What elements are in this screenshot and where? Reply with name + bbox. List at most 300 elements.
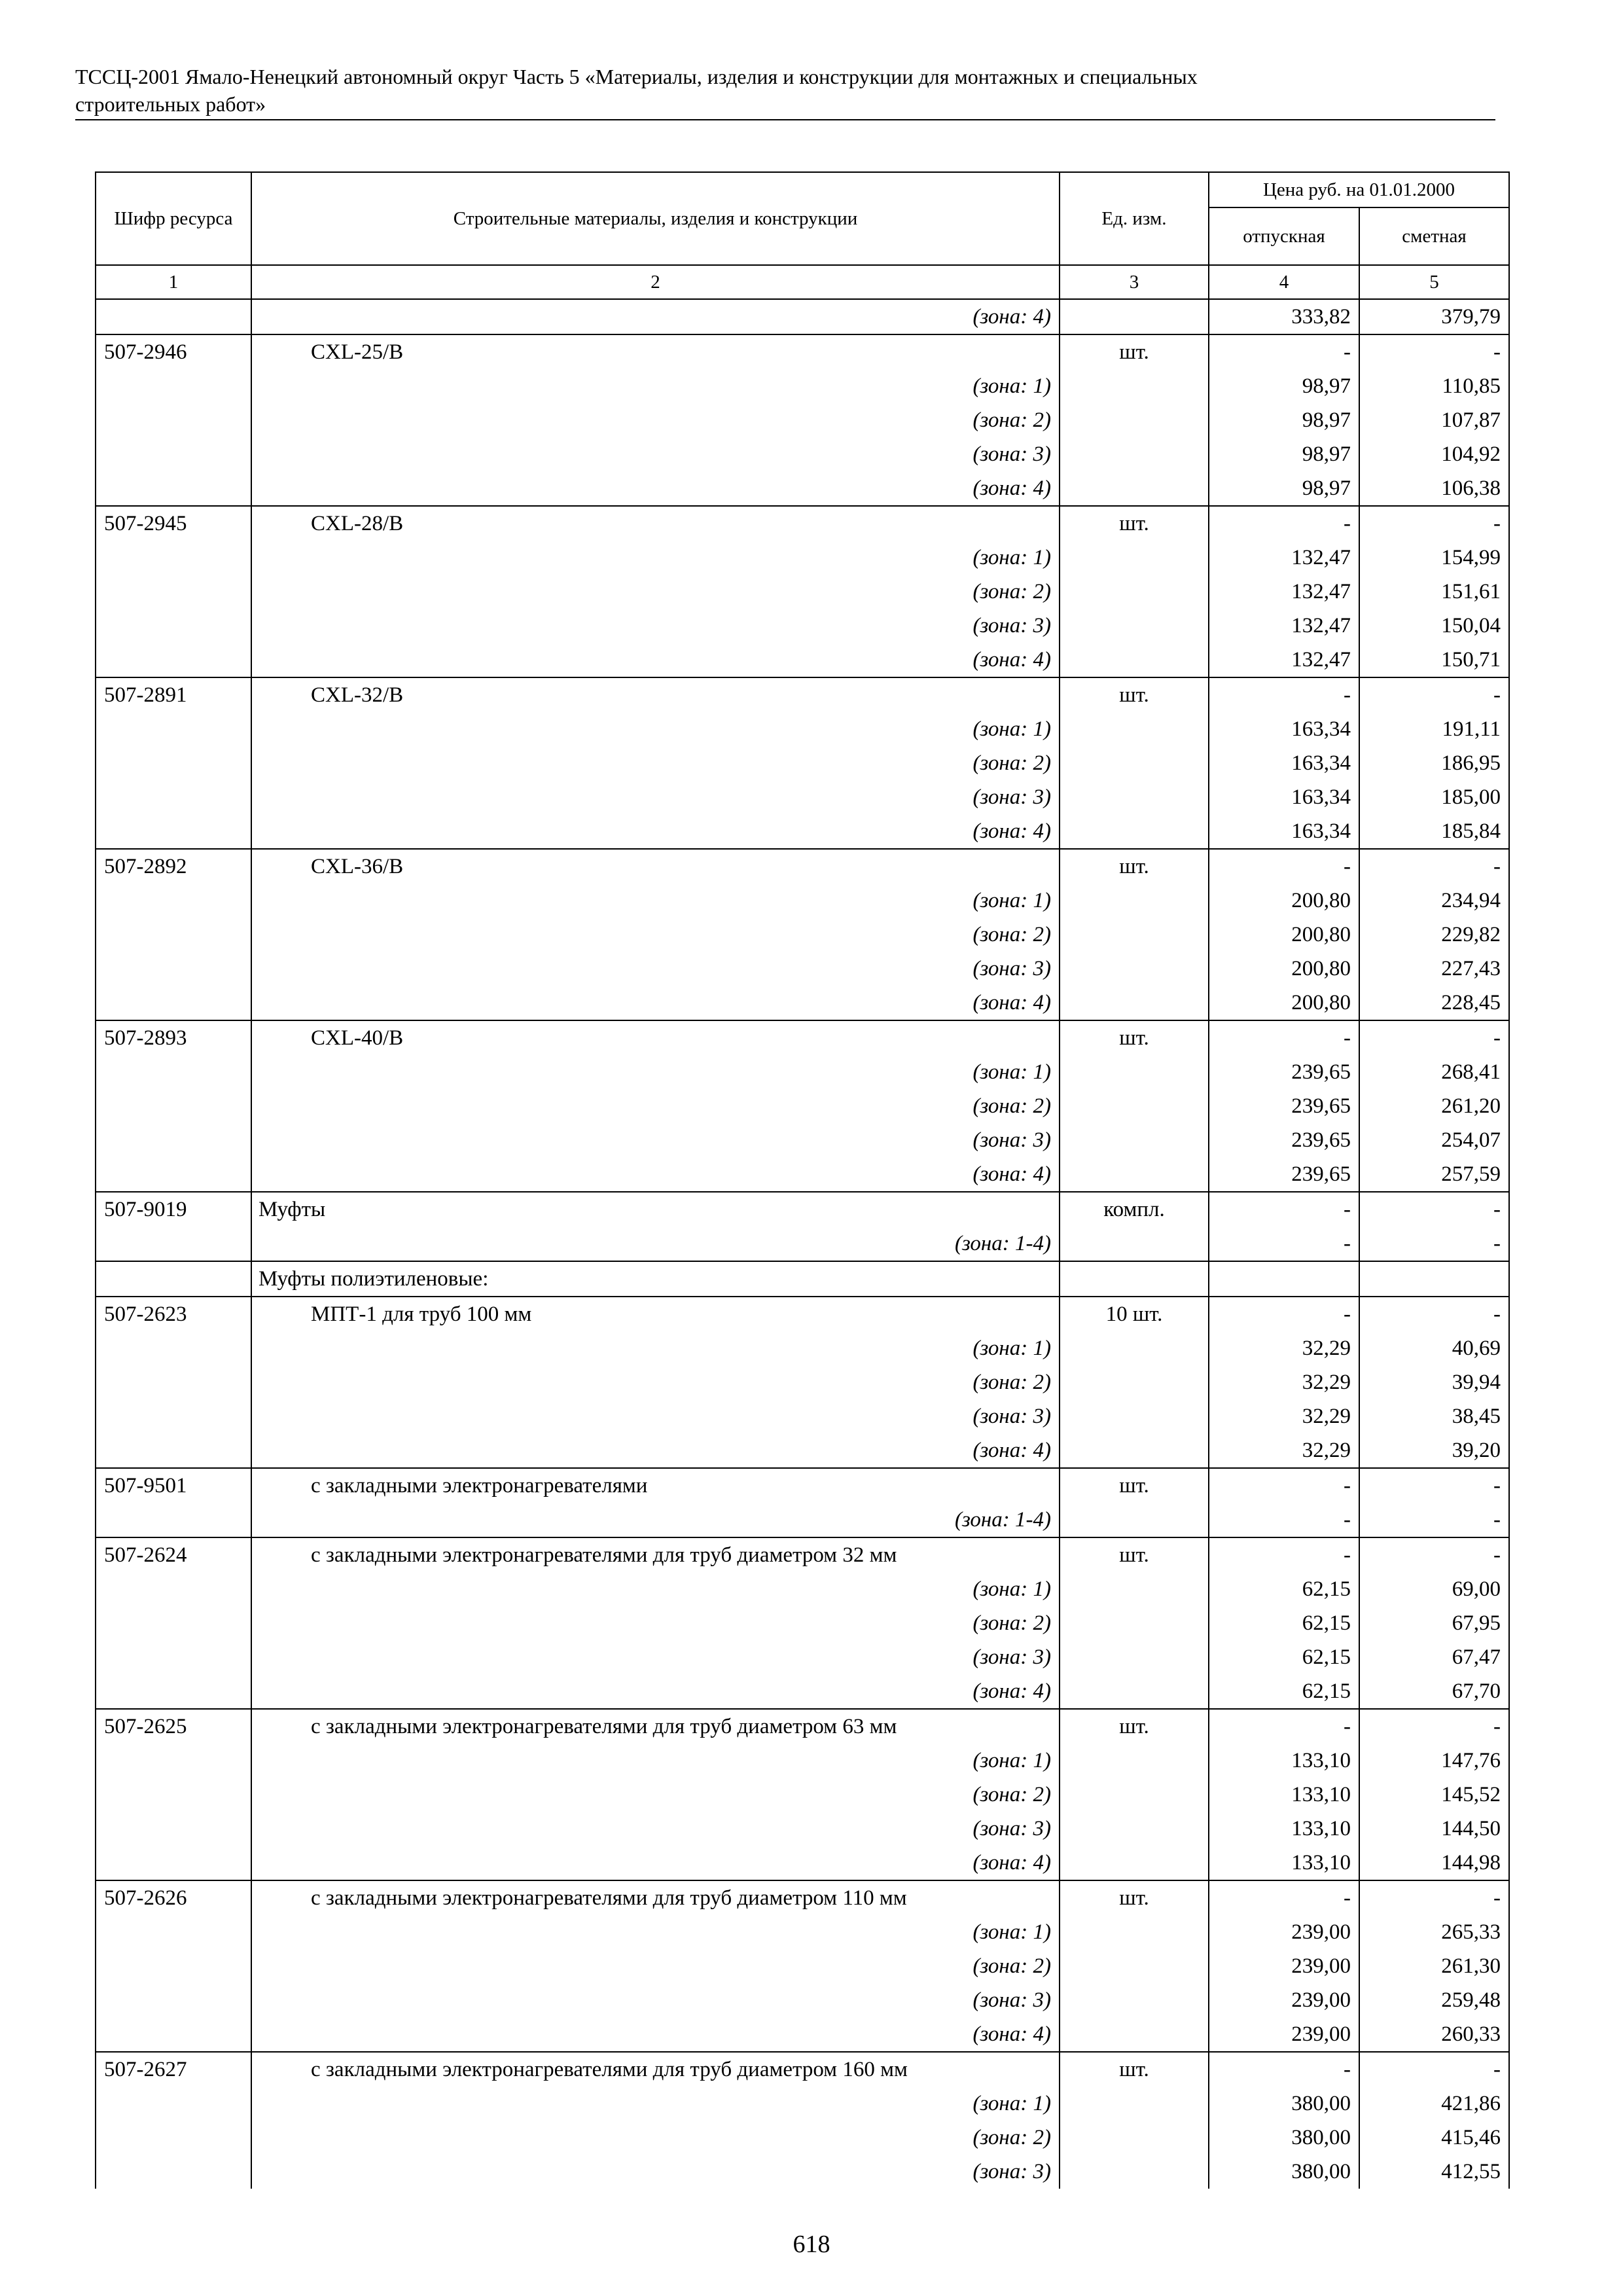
zone-label: (зона: 3) — [251, 437, 1060, 471]
unit-of-measure — [1060, 2017, 1209, 2052]
zone-label: (зона: 3) — [251, 780, 1060, 814]
table-row — [96, 1744, 1509, 1778]
material-name: с закладными электронагревателями для труб диаметром 32 мм — [251, 1537, 1060, 1572]
zone-label: (зона: 3) — [251, 1123, 1060, 1157]
header-estimate-price: сметная — [1359, 207, 1509, 265]
estimate-price: 145,52 — [1359, 1778, 1509, 1812]
release-price: - — [1209, 849, 1359, 884]
unit-of-measure: шт. — [1060, 506, 1209, 541]
estimate-price: - — [1359, 334, 1509, 369]
estimate-price: - — [1359, 1192, 1509, 1227]
resource-code — [96, 1983, 251, 2017]
release-price: - — [1209, 334, 1359, 369]
table-row — [96, 1055, 1509, 1089]
release-price: 239,65 — [1209, 1089, 1359, 1123]
unit-of-measure: 10 шт. — [1060, 1297, 1209, 1331]
table-row — [96, 1640, 1509, 1674]
release-price: - — [1209, 677, 1359, 712]
table-row — [96, 677, 1509, 712]
unit-of-measure — [1060, 403, 1209, 437]
zone-label: (зона: 1) — [251, 1331, 1060, 1365]
release-price: 133,10 — [1209, 1744, 1359, 1778]
release-price: 239,00 — [1209, 1915, 1359, 1949]
unit-of-measure — [1060, 1846, 1209, 1880]
zone-label: (зона: 4) — [251, 1846, 1060, 1880]
resource-code — [96, 952, 251, 986]
unit-of-measure — [1060, 1606, 1209, 1640]
zone-label: (зона: 2) — [251, 403, 1060, 437]
material-name: Муфты — [251, 1192, 1060, 1227]
release-price: 133,10 — [1209, 1846, 1359, 1880]
header-release-price: отпускная — [1209, 207, 1359, 265]
unit-of-measure: шт. — [1060, 1880, 1209, 1915]
material-name: CXL-28/B — [251, 506, 1060, 541]
table-row — [96, 643, 1509, 677]
unit-of-measure — [1060, 2087, 1209, 2121]
zone-label: (зона: 2) — [251, 2121, 1060, 2155]
material-name: CXL-36/B — [251, 849, 1060, 884]
unit-of-measure: шт. — [1060, 334, 1209, 369]
unit-of-measure — [1060, 1744, 1209, 1778]
table-row — [96, 1468, 1509, 1503]
column-number: 5 — [1359, 265, 1509, 299]
table-row — [96, 1297, 1509, 1331]
page-header — [75, 63, 1495, 120]
zone-label: (зона: 1) — [251, 712, 1060, 746]
zone-label: (зона: 4) — [251, 471, 1060, 506]
unit-of-measure: шт. — [1060, 1537, 1209, 1572]
release-price: 239,00 — [1209, 1949, 1359, 1983]
material-name: с закладными электронагревателями — [251, 1468, 1060, 1503]
unit-of-measure — [1060, 1949, 1209, 1983]
estimate-price: 229,82 — [1359, 918, 1509, 952]
release-price: 380,00 — [1209, 2155, 1359, 2189]
estimate-price: - — [1359, 1880, 1509, 1915]
material-name: Муфты полиэтиленовые: — [251, 1261, 1060, 1297]
table-row — [96, 1192, 1509, 1227]
table-row — [96, 609, 1509, 643]
resource-code: 507-2945 — [96, 506, 251, 541]
resource-code — [96, 2155, 251, 2189]
release-price: 239,65 — [1209, 1123, 1359, 1157]
resource-code: 507-2893 — [96, 1020, 251, 1055]
release-price: 200,80 — [1209, 952, 1359, 986]
table-row — [96, 918, 1509, 952]
table-row — [96, 986, 1509, 1020]
zone-label: (зона: 3) — [251, 2155, 1060, 2189]
estimate-price: - — [1359, 1503, 1509, 1537]
estimate-price: 228,45 — [1359, 986, 1509, 1020]
unit-of-measure — [1060, 1433, 1209, 1468]
resource-code — [96, 575, 251, 609]
table-row — [96, 1812, 1509, 1846]
unit-of-measure — [1060, 1983, 1209, 2017]
unit-of-measure: шт. — [1060, 2052, 1209, 2087]
zone-label: (зона: 1) — [251, 884, 1060, 918]
estimate-price: 69,00 — [1359, 1572, 1509, 1606]
table-row — [96, 1674, 1509, 1709]
zone-label: (зона: 4) — [251, 986, 1060, 1020]
resource-code — [96, 1640, 251, 1674]
resource-code — [96, 1812, 251, 1846]
estimate-price: 191,11 — [1359, 712, 1509, 746]
table-row — [96, 471, 1509, 506]
release-price: 32,29 — [1209, 1331, 1359, 1365]
estimate-price: 268,41 — [1359, 1055, 1509, 1089]
table-row — [96, 1778, 1509, 1812]
zone-label: (зона: 3) — [251, 952, 1060, 986]
resource-code — [96, 1846, 251, 1880]
resource-code — [96, 1606, 251, 1640]
estimate-price: 185,00 — [1359, 780, 1509, 814]
zone-label: (зона: 2) — [251, 1606, 1060, 1640]
resource-code — [96, 1331, 251, 1365]
release-price: 132,47 — [1209, 541, 1359, 575]
release-price — [1209, 1261, 1359, 1297]
resource-code — [96, 2017, 251, 2052]
zone-label: (зона: 2) — [251, 1365, 1060, 1399]
zone-label: (зона: 4) — [251, 2017, 1060, 2052]
unit-of-measure — [1060, 369, 1209, 403]
release-price: - — [1209, 1227, 1359, 1261]
estimate-price: 265,33 — [1359, 1915, 1509, 1949]
release-price: 163,34 — [1209, 780, 1359, 814]
unit-of-measure — [1060, 1399, 1209, 1433]
table-row — [96, 541, 1509, 575]
table-row — [96, 780, 1509, 814]
header-code: Шифр ресурса — [96, 172, 251, 265]
table-row — [96, 1846, 1509, 1880]
resource-code — [96, 780, 251, 814]
unit-of-measure — [1060, 1674, 1209, 1709]
zone-label: (зона: 3) — [251, 1399, 1060, 1433]
material-name: с закладными электронагревателями для труб диаметром 110 мм — [251, 1880, 1060, 1915]
header-line-2: строительных работ» — [75, 92, 266, 116]
material-name: CXL-25/B — [251, 334, 1060, 369]
release-price: 62,15 — [1209, 1572, 1359, 1606]
unit-of-measure — [1060, 884, 1209, 918]
estimate-price: - — [1359, 506, 1509, 541]
release-price: 239,00 — [1209, 1983, 1359, 2017]
zone-label: (зона: 2) — [251, 1089, 1060, 1123]
release-price: 163,34 — [1209, 712, 1359, 746]
resource-code: 507-2625 — [96, 1709, 251, 1744]
estimate-price: 154,99 — [1359, 541, 1509, 575]
estimate-price: 227,43 — [1359, 952, 1509, 986]
estimate-price: 260,33 — [1359, 2017, 1509, 2052]
unit-of-measure — [1060, 471, 1209, 506]
release-price: - — [1209, 1020, 1359, 1055]
zone-label: (зона: 2) — [251, 1778, 1060, 1812]
release-price: 98,97 — [1209, 403, 1359, 437]
table-row — [96, 1227, 1509, 1261]
table-row — [96, 1261, 1509, 1297]
unit-of-measure — [1060, 1123, 1209, 1157]
unit-of-measure: шт. — [1060, 1020, 1209, 1055]
table-row — [96, 1157, 1509, 1192]
material-name: CXL-32/B — [251, 677, 1060, 712]
estimate-price — [1359, 1261, 1509, 1297]
estimate-price: 186,95 — [1359, 746, 1509, 780]
resource-code: 507-9019 — [96, 1192, 251, 1227]
estimate-price: 150,71 — [1359, 643, 1509, 677]
release-price: 380,00 — [1209, 2121, 1359, 2155]
unit-of-measure — [1060, 712, 1209, 746]
page-number: 618 — [793, 2231, 830, 2258]
table-row — [96, 2121, 1509, 2155]
resource-code — [96, 1261, 251, 1297]
resource-code: 507-2624 — [96, 1537, 251, 1572]
estimate-price: - — [1359, 1020, 1509, 1055]
release-price: 32,29 — [1209, 1399, 1359, 1433]
resource-code — [96, 643, 251, 677]
unit-of-measure — [1060, 1157, 1209, 1192]
resource-code — [96, 1433, 251, 1468]
resource-code — [96, 299, 251, 334]
release-price: 239,65 — [1209, 1055, 1359, 1089]
resource-code — [96, 2121, 251, 2155]
estimate-price: - — [1359, 677, 1509, 712]
unit-of-measure — [1060, 1331, 1209, 1365]
zone-label: (зона: 1) — [251, 2087, 1060, 2121]
table-row — [96, 369, 1509, 403]
unit-of-measure — [1060, 609, 1209, 643]
header-price-group: Цена руб. на 01.01.2000 — [1209, 172, 1509, 207]
unit-of-measure: шт. — [1060, 849, 1209, 884]
table-row — [96, 2052, 1509, 2087]
resource-code — [96, 1399, 251, 1433]
unit-of-measure — [1060, 952, 1209, 986]
release-price: 200,80 — [1209, 918, 1359, 952]
table-row — [96, 299, 1509, 334]
zone-label: (зона: 4) — [251, 1433, 1060, 1468]
table-row — [96, 712, 1509, 746]
zone-label: (зона: 1) — [251, 1915, 1060, 1949]
unit-of-measure — [1060, 299, 1209, 334]
estimate-price: - — [1359, 1709, 1509, 1744]
table-row — [96, 1399, 1509, 1433]
resource-code — [96, 986, 251, 1020]
unit-of-measure — [1060, 2155, 1209, 2189]
unit-of-measure — [1060, 1915, 1209, 1949]
release-price: 333,82 — [1209, 299, 1359, 334]
table-row — [96, 1949, 1509, 1983]
resource-code: 507-2946 — [96, 334, 251, 369]
table-row — [96, 1365, 1509, 1399]
unit-of-measure — [1060, 918, 1209, 952]
zone-label: (зона: 3) — [251, 1640, 1060, 1674]
release-price: - — [1209, 1503, 1359, 1537]
zone-label: (зона: 3) — [251, 1983, 1060, 2017]
release-price: 132,47 — [1209, 609, 1359, 643]
release-price: 163,34 — [1209, 814, 1359, 849]
unit-of-measure: шт. — [1060, 677, 1209, 712]
estimate-price: 144,98 — [1359, 1846, 1509, 1880]
table-row — [96, 2155, 1509, 2189]
material-name: с закладными электронагревателями для труб диаметром 160 мм — [251, 2052, 1060, 2087]
unit-of-measure — [1060, 643, 1209, 677]
table-row — [96, 1983, 1509, 2017]
resource-code — [96, 884, 251, 918]
table-body — [96, 299, 1509, 2189]
resource-code — [96, 2087, 251, 2121]
unit-of-measure — [1060, 1812, 1209, 1846]
resource-code: 507-2623 — [96, 1297, 251, 1331]
material-name: CXL-40/B — [251, 1020, 1060, 1055]
resource-code: 507-2891 — [96, 677, 251, 712]
estimate-price: 39,20 — [1359, 1433, 1509, 1468]
unit-of-measure — [1060, 541, 1209, 575]
zone-label: (зона: 1) — [251, 369, 1060, 403]
release-price: - — [1209, 1537, 1359, 1572]
zone-label: (зона: 2) — [251, 575, 1060, 609]
release-price: - — [1209, 1192, 1359, 1227]
table-row — [96, 1880, 1509, 1915]
unit-of-measure — [1060, 1365, 1209, 1399]
release-price: 380,00 — [1209, 2087, 1359, 2121]
estimate-price: - — [1359, 849, 1509, 884]
zone-label: (зона: 1) — [251, 1055, 1060, 1089]
resource-code — [96, 712, 251, 746]
estimate-price: 107,87 — [1359, 403, 1509, 437]
table-row — [96, 1020, 1509, 1055]
resource-code — [96, 1055, 251, 1089]
estimate-price: 39,94 — [1359, 1365, 1509, 1399]
resource-code — [96, 369, 251, 403]
zone-label: (зона: 1-4) — [251, 1503, 1060, 1537]
zone-label: (зона: 1-4) — [251, 1227, 1060, 1261]
estimate-price: 254,07 — [1359, 1123, 1509, 1157]
release-price: 200,80 — [1209, 884, 1359, 918]
table-row — [96, 1537, 1509, 1572]
resource-code — [96, 1089, 251, 1123]
zone-label: (зона: 4) — [251, 1674, 1060, 1709]
unit-of-measure: шт. — [1060, 1709, 1209, 1744]
unit-of-measure — [1060, 575, 1209, 609]
estimate-price: 415,46 — [1359, 2121, 1509, 2155]
unit-of-measure — [1060, 746, 1209, 780]
resource-code — [96, 1778, 251, 1812]
zone-label: (зона: 3) — [251, 1812, 1060, 1846]
estimate-price: 257,59 — [1359, 1157, 1509, 1192]
release-price: - — [1209, 1880, 1359, 1915]
resource-code — [96, 1365, 251, 1399]
release-price: 62,15 — [1209, 1640, 1359, 1674]
resource-code: 507-9501 — [96, 1468, 251, 1503]
table-row — [96, 2017, 1509, 2052]
release-price: - — [1209, 2052, 1359, 2087]
estimate-price: 104,92 — [1359, 437, 1509, 471]
release-price: 98,97 — [1209, 369, 1359, 403]
unit-of-measure — [1060, 986, 1209, 1020]
release-price: - — [1209, 1709, 1359, 1744]
table-row — [96, 1433, 1509, 1468]
table-row — [96, 952, 1509, 986]
resource-code — [96, 814, 251, 849]
estimate-price: 150,04 — [1359, 609, 1509, 643]
resource-code — [96, 1949, 251, 1983]
release-price: 132,47 — [1209, 643, 1359, 677]
estimate-price: - — [1359, 1537, 1509, 1572]
resource-code — [96, 1157, 251, 1192]
unit-of-measure — [1060, 1089, 1209, 1123]
unit-of-measure — [1060, 1055, 1209, 1089]
table-row — [96, 814, 1509, 849]
release-price: 239,65 — [1209, 1157, 1359, 1192]
estimate-price: 67,70 — [1359, 1674, 1509, 1709]
estimate-price: 67,47 — [1359, 1640, 1509, 1674]
resource-code — [96, 1227, 251, 1261]
zone-label: (зона: 4) — [251, 814, 1060, 849]
estimate-price: - — [1359, 1227, 1509, 1261]
table-row — [96, 575, 1509, 609]
resource-code — [96, 1572, 251, 1606]
estimate-price: 259,48 — [1359, 1983, 1509, 2017]
zone-label: (зона: 1) — [251, 541, 1060, 575]
unit-of-measure — [1060, 780, 1209, 814]
unit-of-measure — [1060, 1503, 1209, 1537]
column-number: 2 — [251, 265, 1060, 299]
release-price: 133,10 — [1209, 1778, 1359, 1812]
resource-code: 507-2627 — [96, 2052, 251, 2087]
estimate-price: 261,30 — [1359, 1949, 1509, 1983]
resource-code: 507-2892 — [96, 849, 251, 884]
table-row — [96, 1709, 1509, 1744]
zone-label: (зона: 3) — [251, 609, 1060, 643]
table-row — [96, 1089, 1509, 1123]
release-price: 98,97 — [1209, 471, 1359, 506]
table-row — [96, 746, 1509, 780]
release-price: 62,15 — [1209, 1606, 1359, 1640]
price-table — [95, 171, 1510, 2189]
release-price: 98,97 — [1209, 437, 1359, 471]
zone-label: (зона: 2) — [251, 918, 1060, 952]
release-price: 163,34 — [1209, 746, 1359, 780]
release-price: - — [1209, 1468, 1359, 1503]
resource-code: 507-2626 — [96, 1880, 251, 1915]
zone-label: (зона: 4) — [251, 299, 1060, 334]
estimate-price: 67,95 — [1359, 1606, 1509, 1640]
column-number: 1 — [96, 265, 251, 299]
estimate-price: 234,94 — [1359, 884, 1509, 918]
table-row — [96, 1915, 1509, 1949]
resource-code — [96, 1123, 251, 1157]
header-line-1: ТССЦ-2001 Ямало-Ненецкий автономный округ Часть 5 «Материалы, изделия и конструкции для монтажных и специальных — [75, 65, 1198, 88]
resource-code — [96, 403, 251, 437]
release-price: 239,00 — [1209, 2017, 1359, 2052]
material-name: МПТ-1 для труб 100 мм — [251, 1297, 1060, 1331]
column-number: 4 — [1209, 265, 1359, 299]
unit-of-measure: компл. — [1060, 1192, 1209, 1227]
zone-label: (зона: 1) — [251, 1572, 1060, 1606]
unit-of-measure — [1060, 1572, 1209, 1606]
table-row — [96, 1572, 1509, 1606]
table-row — [96, 849, 1509, 884]
estimate-price: 379,79 — [1359, 299, 1509, 334]
resource-code — [96, 746, 251, 780]
estimate-price: 185,84 — [1359, 814, 1509, 849]
estimate-price: 106,38 — [1359, 471, 1509, 506]
resource-code — [96, 437, 251, 471]
header-unit: Ед. изм. — [1060, 172, 1209, 265]
header-name: Строительные материалы, изделия и конструкции — [251, 172, 1060, 265]
resource-code — [96, 1915, 251, 1949]
unit-of-measure — [1060, 1261, 1209, 1297]
estimate-price: 110,85 — [1359, 369, 1509, 403]
table-row — [96, 1606, 1509, 1640]
table-header — [96, 172, 1509, 299]
estimate-price: 151,61 — [1359, 575, 1509, 609]
